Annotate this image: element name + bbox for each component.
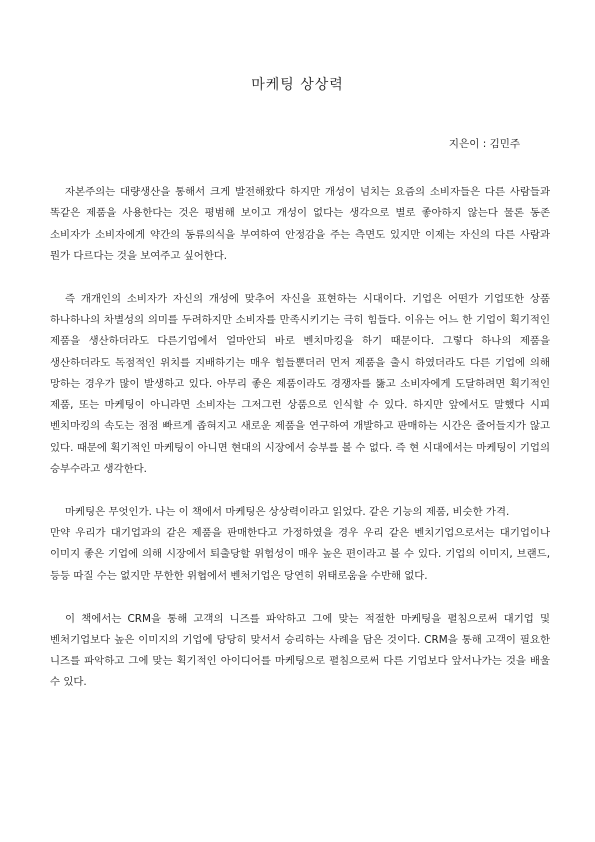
paragraph-3: [50, 502, 550, 587]
paragraph-3-line-2: 만약 우리가 대기업과의 같은 제품을 판매한다고 가정하였을 경우 우리 같은 벤치기업으로서는 대기업이나 이미지 좋은 기업에 의해 시장에서 퇴출당할 위험성이 매우 높은 편이라고 볼 수 있다. 기업의 이미지, 브랜드, 등등 따질 수는 없지만 무한한 위협에서 벤처기업은 당연히 위태로움을 수반해 없다.: [50, 527, 550, 582]
paragraph-1: 자본주의는 대량생산을 통해서 크게 발전해왔다 하지만 개성이 넘치는 요즘의 소비자들은 다른 사람들과 똑같은 제품을 사용한다는 것은 평범해 보이고 개성이 없다는 생각으로 별로 좋아하지 않는다 물론 동존 소비자가 소비자에게 약간의 동류의식을 부여하여 안정감을 주는 측면도 있지만 이제는 자신의 다른 사람과 뭔가 다르다는 것을 보여주고 싶어한다.: [50, 186, 550, 262]
document-body: [50, 182, 550, 715]
paragraph-2: 즉 개개인의 소비자가 자신의 개성에 맞추어 자신을 표현하는 시대이다. 기업은 어떤가 기업또한 상품 하나하나의 차별성의 의미를 두려하지만 소비자를 만족시키기는 극히 힘들다. 이유는 어느 한 기업이 획기적인 제품을 생산하더라도 다른기업에서 얼마안되 바로 벤치마킹을 하기 때문이다. 그렇다 하나의 제품을 생산하더라도 독점적인 위치를 지배하기는 매우 힘들뿐더러 먼저 제품을 출시 하였더라도 다른 기업에 의해 망하는 경우가 많이 발생하고 있다. 아무리 좋은 제품이라도 경쟁자를 뚫고 소비자에게 도달하려면 획기적인 제품, 또는 마케팅이 아니라면 소비자는 그저그런 상품으로 인식할 수 있다. 하지만 앞에서도 말했다 시피 벤치마킹의 속도는 점점 빠르게 좁혀지고 새로운 제품을 연구하여 개발하고 판매하는 시간은 줄어들지가 않고 있다. 때문에 획기적인 마케팅이 아니면 현대의 시장에서 승부를 볼 수 없다. 즉 현 시대에서는 마케팅이 기업의 승부수라고 생각한다.: [50, 292, 550, 476]
author-line: 지은이 : 김민주: [448, 138, 520, 150]
paragraph-4: 이 책에서는 CRM을 통해 고객의 니즈를 파악하고 그에 맞는 적절한 마케팅을 펼침으로써 대기업 및 벤처기업보다 높은 이미지의 기업에 당당히 맞서서 승리하는 사례을 담은 것이다. CRM을 통해 고객이 필요한 니즈를 파악하고 그에 맞는 획기적인 아이디어를 마케팅으로 펼침으로써 다른 기업보다 앞서나가는 것을 배울 수 있다.: [50, 612, 550, 689]
page-title: 마케팅 상상력: [251, 77, 344, 93]
paragraph-3-line-1: 마케팅은 무엇인가. 나는 이 책에서 마케팅은 상상력이라고 읽었다. 같은 기능의 제품, 비슷한 가격.: [65, 505, 510, 518]
